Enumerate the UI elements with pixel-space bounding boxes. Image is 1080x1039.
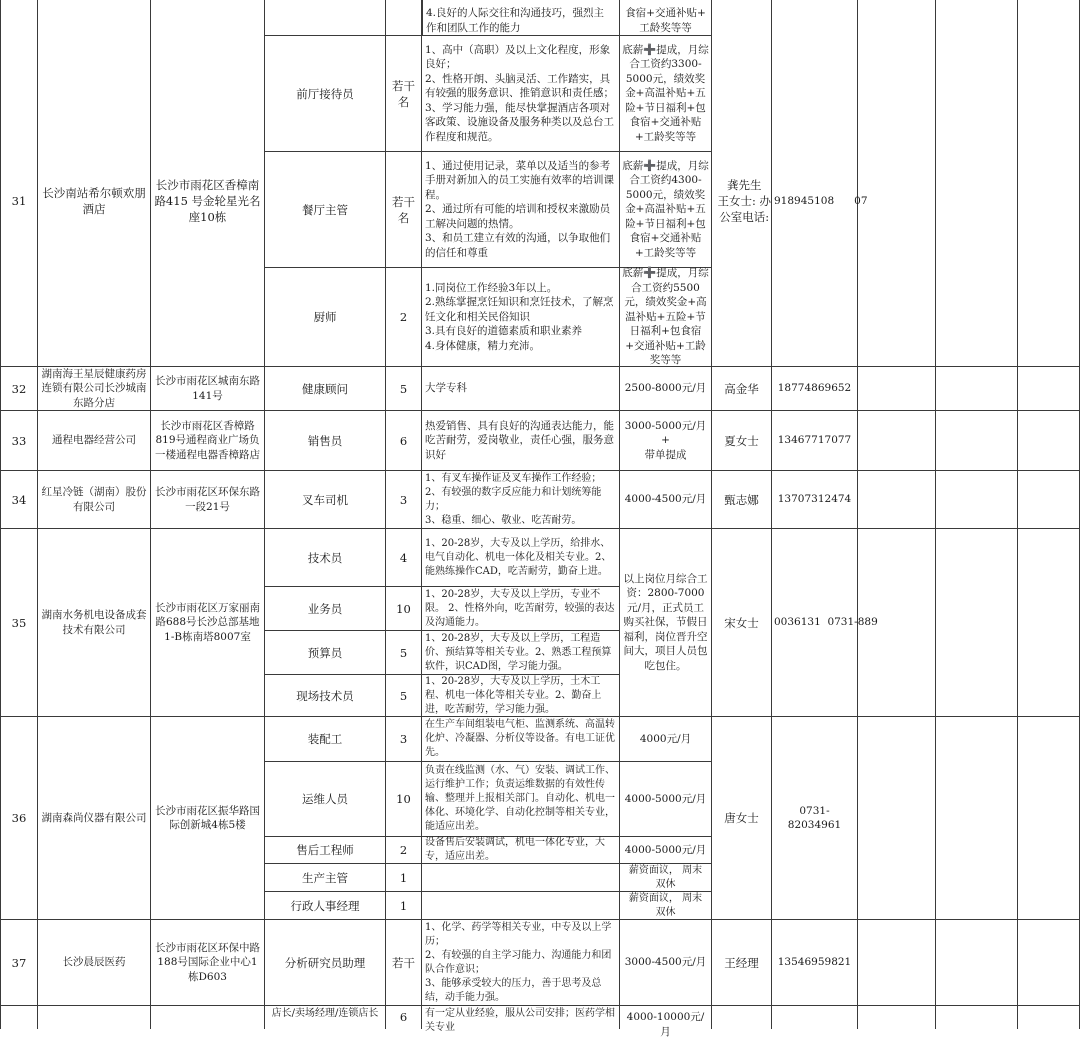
position-salary: 4000-4500元/月: [620, 471, 712, 529]
position-salary: 4000-5000元/月: [620, 762, 712, 837]
position-title: 预算员: [265, 631, 386, 675]
empty-cell: [858, 36, 936, 367]
row-number: 36: [0, 717, 38, 920]
empty-cell: [38, 0, 151, 36]
position-count: 2: [386, 837, 422, 864]
row-number: 35: [0, 529, 38, 717]
position-title: 运维人员: [265, 762, 386, 837]
empty-cell: [936, 367, 1018, 411]
position-count: 5: [386, 631, 422, 675]
position-title: 前厅接待员: [265, 36, 386, 152]
empty-cell: [772, 1006, 858, 1029]
position-count: 5: [386, 675, 422, 717]
company-address: 长沙市雨花区城南东路141号: [151, 367, 265, 411]
position-requirements: 1、20-28岁，大专及以上学历，专业不限。 2、性格外向，吃苦耐劳，较强的表达及沟通能力。: [422, 587, 620, 631]
position-requirements: 在生产车间组装电气柜、监测系统、高温转化炉、冷凝器、分析仪等设备。有电工证优先。: [422, 717, 620, 762]
position-salary: 薪资面议， 周末 双休: [620, 864, 712, 892]
empty-cell: [858, 0, 936, 36]
contact-phone: 918945108 07: [772, 36, 858, 367]
contact-person: 龚先生 王女士: 办 公室电话:: [712, 36, 772, 367]
empty-cell: [936, 471, 1018, 529]
company-name: 湖南水务机电设备成套技术有限公司: [38, 529, 151, 717]
row-number: 37: [0, 920, 38, 1006]
empty-cell: [936, 1006, 1018, 1029]
empty-cell: [712, 0, 772, 36]
company-address: 长沙市雨花区万家丽南路688号长沙总部基地1-B栋南塔8007室: [151, 529, 265, 717]
empty-cell: [858, 717, 936, 920]
position-title: 装配工: [265, 717, 386, 762]
empty-cell: [1018, 0, 1080, 36]
position-count: 若干 名: [386, 36, 422, 152]
position-requirements: 负责在线监测（水、气）安装、调试工作、运行维护工作；负责运维数据的有效性传输、整理并上报相关部门。自动化、机电一体化、环境化学、自动化控制等相关专业，能适应出差。: [422, 762, 620, 837]
contact-person: 唐女士: [712, 717, 772, 920]
row-number: [0, 1006, 38, 1029]
position-title: 技术员: [265, 529, 386, 587]
company-name: 长沙南站希尔顿欢朋酒店: [38, 36, 151, 367]
empty-cell: [1018, 1006, 1080, 1029]
empty-cell: [1018, 367, 1080, 411]
empty-cell: [858, 1006, 936, 1029]
empty-cell: [0, 0, 38, 36]
position-title: 生产主管: [265, 864, 386, 892]
position-salary: 薪资面议， 周末 双休: [620, 892, 712, 920]
company-address: 长沙市雨花区香樟路819号通程商业广场负一楼通程电器香樟路店: [151, 411, 265, 471]
empty-cell: [151, 0, 265, 36]
position-title: 健康顾问: [265, 367, 386, 411]
position-count: 1: [386, 892, 422, 920]
position-requirements: 1、20-28岁，大专及以上学历，土木工程、机电一体化等相关专业。2、勤奋上进，吃苦耐劳，学习能力强。: [422, 675, 620, 717]
position-title: 餐厅主管: [265, 152, 386, 268]
company-name: 湖南海王星辰健康药房连锁有限公司长沙城南东路分店: [38, 367, 151, 411]
empty-cell: [936, 920, 1018, 1006]
row-number: 34: [0, 471, 38, 529]
position-requirements: [422, 892, 620, 920]
company-name: 长沙晨辰医药: [38, 920, 151, 1006]
row-number: 32: [0, 367, 38, 411]
position-title: 叉车司机: [265, 471, 386, 529]
contact-phone: 0036131 0731-889: [772, 529, 858, 717]
empty-cell: [1018, 36, 1080, 367]
company-address: 长沙市雨花区环保东路一段21号: [151, 471, 265, 529]
position-count: 5: [386, 367, 422, 411]
position-requirements: 1、高中（高职）及以上文化程度，形象良好； 2、性格开朗、头脑灵活、工作踏实，具有较强的服务意识、推销意识和责任感； 3、学习能力强，能尽快掌握酒店各项对客政策、设施设备及服务种类以及总台工作程度和规范。: [422, 36, 620, 152]
position-requirements: 1、有叉车操作证及叉车操作工作经验； 2、有较强的数字反应能力和计划统筹能力； 3、稳重、细心、敬业、吃苦耐劳。: [422, 471, 620, 529]
company-address: 长沙市雨花区香樟南路415 号金轮星光名座10栋: [151, 36, 265, 367]
position-requirements: 1.同岗位工作经验3年以上。 2.熟练掌握烹饪知识和烹饪技术，了解烹饪文化和相关民俗知识 3.具有良好的道德素质和职业素养 4.身体健康，精力充沛。: [422, 268, 620, 367]
contact-person: 高金华: [712, 367, 772, 411]
company-name: 湖南森尚仪器有限公司: [38, 717, 151, 920]
row-number: 31: [0, 36, 38, 367]
position-count: 1: [386, 864, 422, 892]
empty-cell: [858, 529, 936, 717]
empty-cell: [936, 717, 1018, 920]
empty-cell: [936, 36, 1018, 367]
position-count: 3: [386, 471, 422, 529]
empty-cell: [1018, 411, 1080, 471]
position-salary: 3000-5000元/月+ 带单提成: [620, 411, 712, 471]
empty-cell: [858, 920, 936, 1006]
position-title: 行政人事经理: [265, 892, 386, 920]
empty-cell: [858, 471, 936, 529]
position-requirements: 有一定从业经验，服从公司安排；医药学相关专业: [422, 1006, 620, 1029]
contact-phone: 0731-82034961: [772, 717, 858, 920]
position-requirements: 1、20-28岁，大专及以上学历，给排水、电气自动化、机电一体化及相关专业。2、能熟练操作CAD，吃苦耐劳，勤奋上进。: [422, 529, 620, 587]
position-count: 4: [386, 529, 422, 587]
position-count: 若干: [386, 920, 422, 1006]
empty-cell: [265, 0, 386, 36]
position-salary: 底薪➕提成，月综合工资约4300-5000元，绩效奖金+高温补贴+五险+节日福利+包食宿+交通补贴+工龄奖等等: [620, 152, 712, 268]
contact-phone: 13546959821: [772, 920, 858, 1006]
row-number: 33: [0, 411, 38, 471]
empty-cell: [151, 1006, 265, 1029]
company-address: 长沙市雨花区振华路国际创新城4栋5楼: [151, 717, 265, 920]
position-title: 分析研究员助理: [265, 920, 386, 1006]
empty-cell: [936, 411, 1018, 471]
company-address: 长沙市雨花区环保中路188号国际企业中心1栋D603: [151, 920, 265, 1006]
position-salary: 2500-8000元/月: [620, 367, 712, 411]
position-count: 10: [386, 587, 422, 631]
empty-cell: [38, 1006, 151, 1029]
requirement-cell: 4.良好的人际交往和沟通技巧，强烈主 作和团队工作的能力: [422, 0, 620, 36]
position-count: 若干 名: [386, 152, 422, 268]
position-count: 6: [386, 411, 422, 471]
position-count: 2: [386, 268, 422, 367]
company-name: 通程电器经营公司: [38, 411, 151, 471]
empty-cell: [1018, 717, 1080, 920]
position-title: 业务员: [265, 587, 386, 631]
position-requirements: [422, 864, 620, 892]
contact-person: 夏女士: [712, 411, 772, 471]
position-requirements: 1、通过使用记录，菜单以及适当的参考手册对新加入的员工实施有效率的培训课程。 2、通过所有可能的培训和授权来激励员工解决问题的热情。 3、和员工建立有效的沟通，以争取他们的信任和尊重: [422, 152, 620, 268]
position-salary: 底薪➕提成，月综合工资约5500元，绩效奖金+高温补贴+五险+节日福利+包食宿+交通补贴+工龄奖等等: [620, 268, 712, 367]
contact-phone: 13467717077: [772, 411, 858, 471]
empty-cell: [1018, 529, 1080, 717]
position-requirements: 1、化学、药学等相关专业，中专及以上学历； 2、有较强的自主学习能力、沟通能力和团队合作意识； 3、能够承受较大的压力，善于思考及总结，动手能力强。: [422, 920, 620, 1006]
position-requirements: 大学专科: [422, 367, 620, 411]
salary-cell: 食宿+交通补贴+ 工龄奖等等: [620, 0, 712, 36]
empty-cell: [1018, 471, 1080, 529]
position-title: 厨师: [265, 268, 386, 367]
empty-cell: [858, 367, 936, 411]
contact-person: 甄志娜: [712, 471, 772, 529]
company-name: 红星冷链（湖南）股份有限公司: [38, 471, 151, 529]
empty-cell: [1018, 920, 1080, 1006]
empty-cell: [936, 529, 1018, 717]
position-salary: 4000元/月: [620, 717, 712, 762]
position-requirements: 1、20-28岁，大专及以上学历，工程造价、预结算等相关专业。2、熟悉工程预算软件，识CAD图，学习能力强。: [422, 631, 620, 675]
position-title: 销售员: [265, 411, 386, 471]
position-salary: 4000-5000元/月: [620, 837, 712, 864]
position-title: 售后工程师: [265, 837, 386, 864]
position-requirements: 热爱销售、具有良好的沟通表达能力，能吃苦耐劳，爱岗敬业，责任心强，服务意识好: [422, 411, 620, 471]
position-title: 店长/卖场经理/连锁店长: [265, 1006, 386, 1029]
contact-person: 王经理: [712, 920, 772, 1006]
position-count: 6: [386, 1006, 422, 1029]
contact-person: 宋女士: [712, 529, 772, 717]
position-salary: 3000-4500元/月: [620, 920, 712, 1006]
empty-cell: [772, 0, 858, 36]
position-salary: 4000-10000元/月: [620, 1006, 712, 1029]
empty-cell: [712, 1006, 772, 1029]
contact-phone: 13707312474: [772, 471, 858, 529]
position-salary: 底薪➕提成，月综合工资约3300-5000元，绩效奖金+高温补贴+五险+节日福利+包食宿+交通补贴+工龄奖等等: [620, 36, 712, 152]
shared-salary: 以上岗位月综合工资：2800-7000元/月，正式员工购买社保，节假日福利，岗位晋升空间大，项目人员包吃包住。: [620, 529, 712, 717]
position-requirements: 设备售后安装调试，机电一体化专业，大专，适应出差。: [422, 837, 620, 864]
position-count: 10: [386, 762, 422, 837]
position-count: 3: [386, 717, 422, 762]
contact-phone: 18774869652: [772, 367, 858, 411]
empty-cell: [936, 0, 1018, 36]
empty-cell: [386, 0, 422, 36]
position-title: 现场技术员: [265, 675, 386, 717]
empty-cell: [858, 411, 936, 471]
